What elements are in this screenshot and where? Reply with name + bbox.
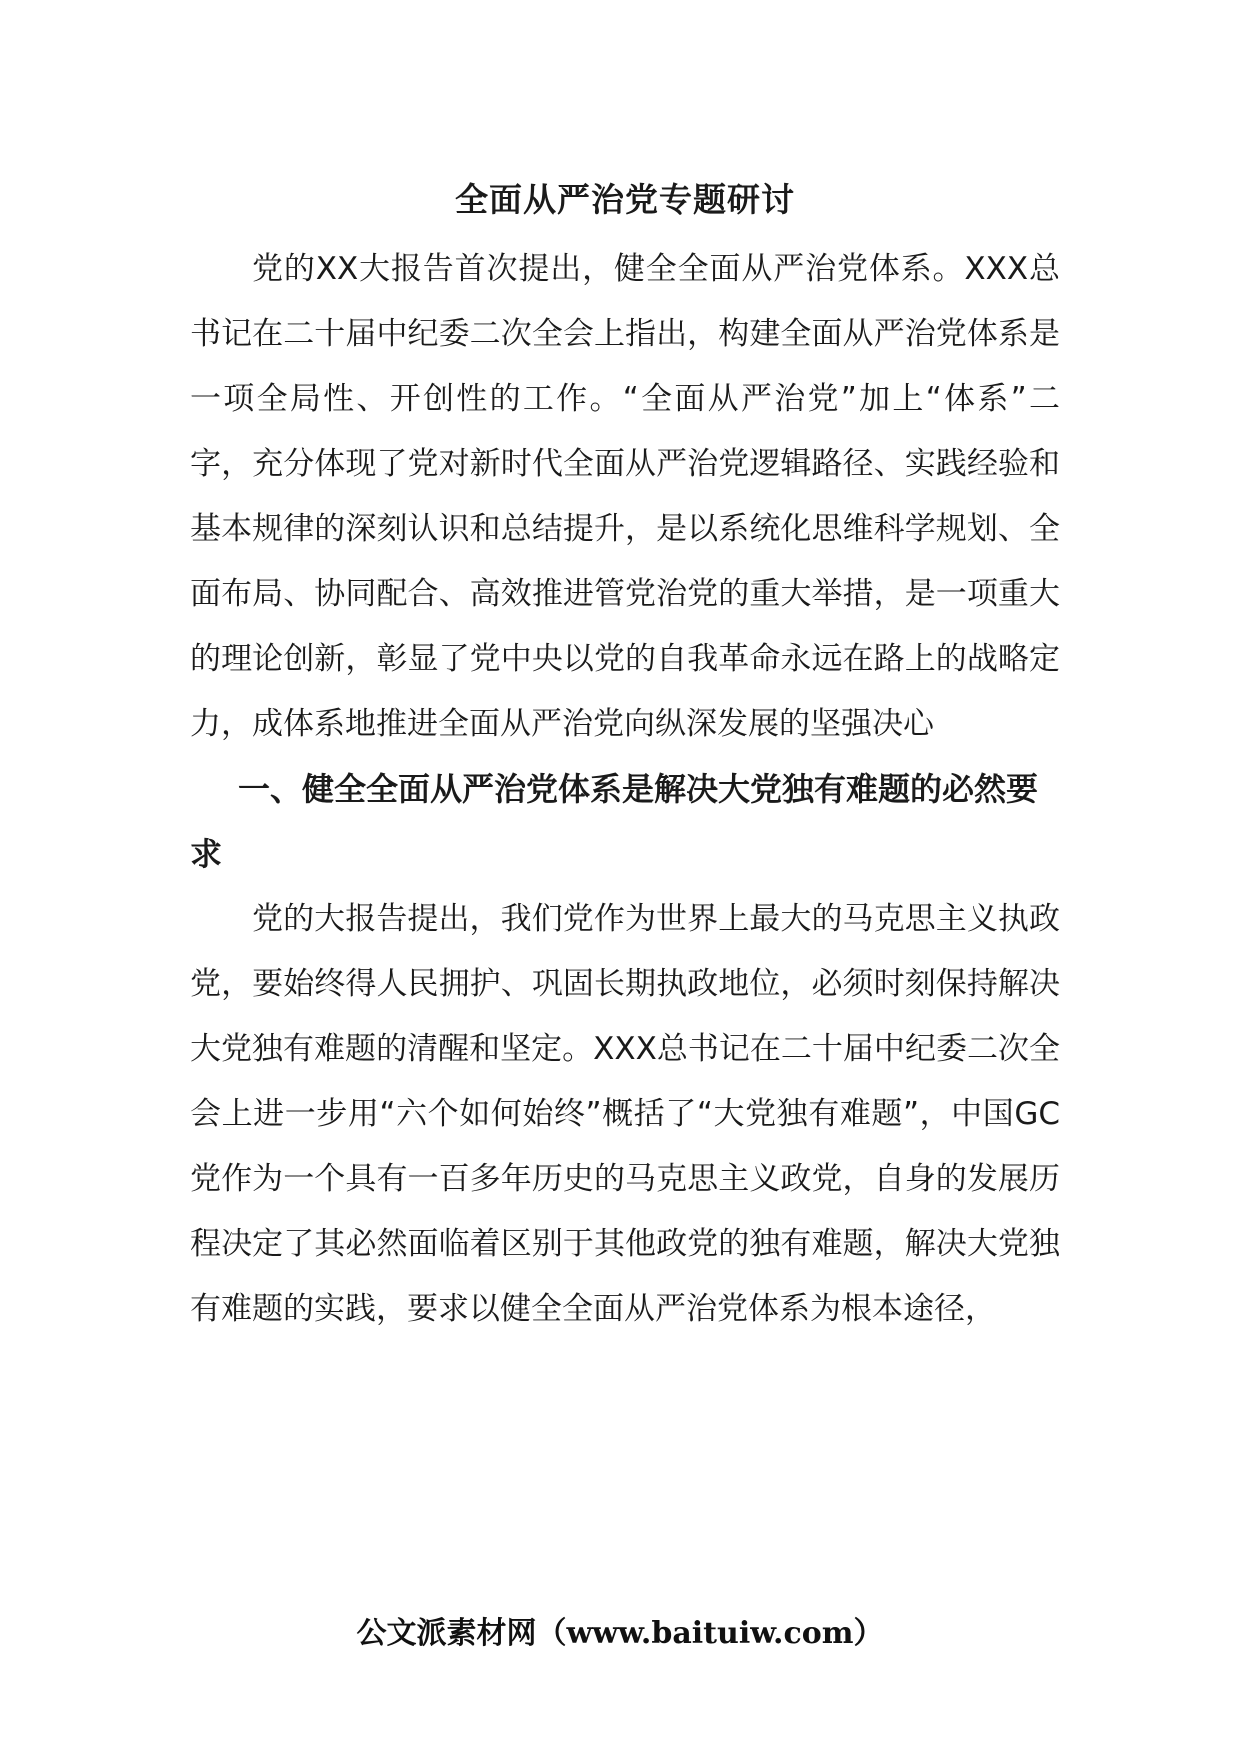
section-paragraph: 党的大报告提出，我们党作为世界上最大的马克思主义执政党，要始终得人民拥护、巩固长期执政地位，必须时刻保持解决大党独有难题的清醒和坚定。XXX总书记在二十届中纪委二次全会上进一步用“六个如何始终”概括了“大党独有难题”，中国GC党作为一个具有一百多年历史的马克思主义政党，自身的发展历程决定了其必然面临着区别于其他政党的独有难题，解决大党独有难题的实践，要求以健全全面从严治党体系为根本途径， [190,901,1060,1327]
footer-watermark: 公文派素材网（www.baituiw.com） [356,1616,884,1651]
intro-paragraph: 党的XX大报告首次提出，健全全面从严治党体系。XXX总书记在二十届中纪委二次全会上指出，构建全面从严治党体系是一项全局性、开创性的工作。“全面从严治党”加上“体系”二字，充分体现了党对新时代全面从严治党逻辑路径、实践经验和基本规律的深刻认识和总结提升，是以系统化思维科学规划、全面布局、协同配合、高效推进管党治党的重大举措，是一项重大的理论创新，彰显了党中央以党的自我革命永远在路上的战略定力，成体系地推进全面从严治党向纵深发展的坚强决心 [190,251,1060,742]
document-page [190,175,1060,1342]
section-heading: 一、健全全面从严治党体系是解决大党独有难题的必然要求 [190,770,1039,873]
document-title: 全面从严治党专题研讨 [455,180,795,219]
